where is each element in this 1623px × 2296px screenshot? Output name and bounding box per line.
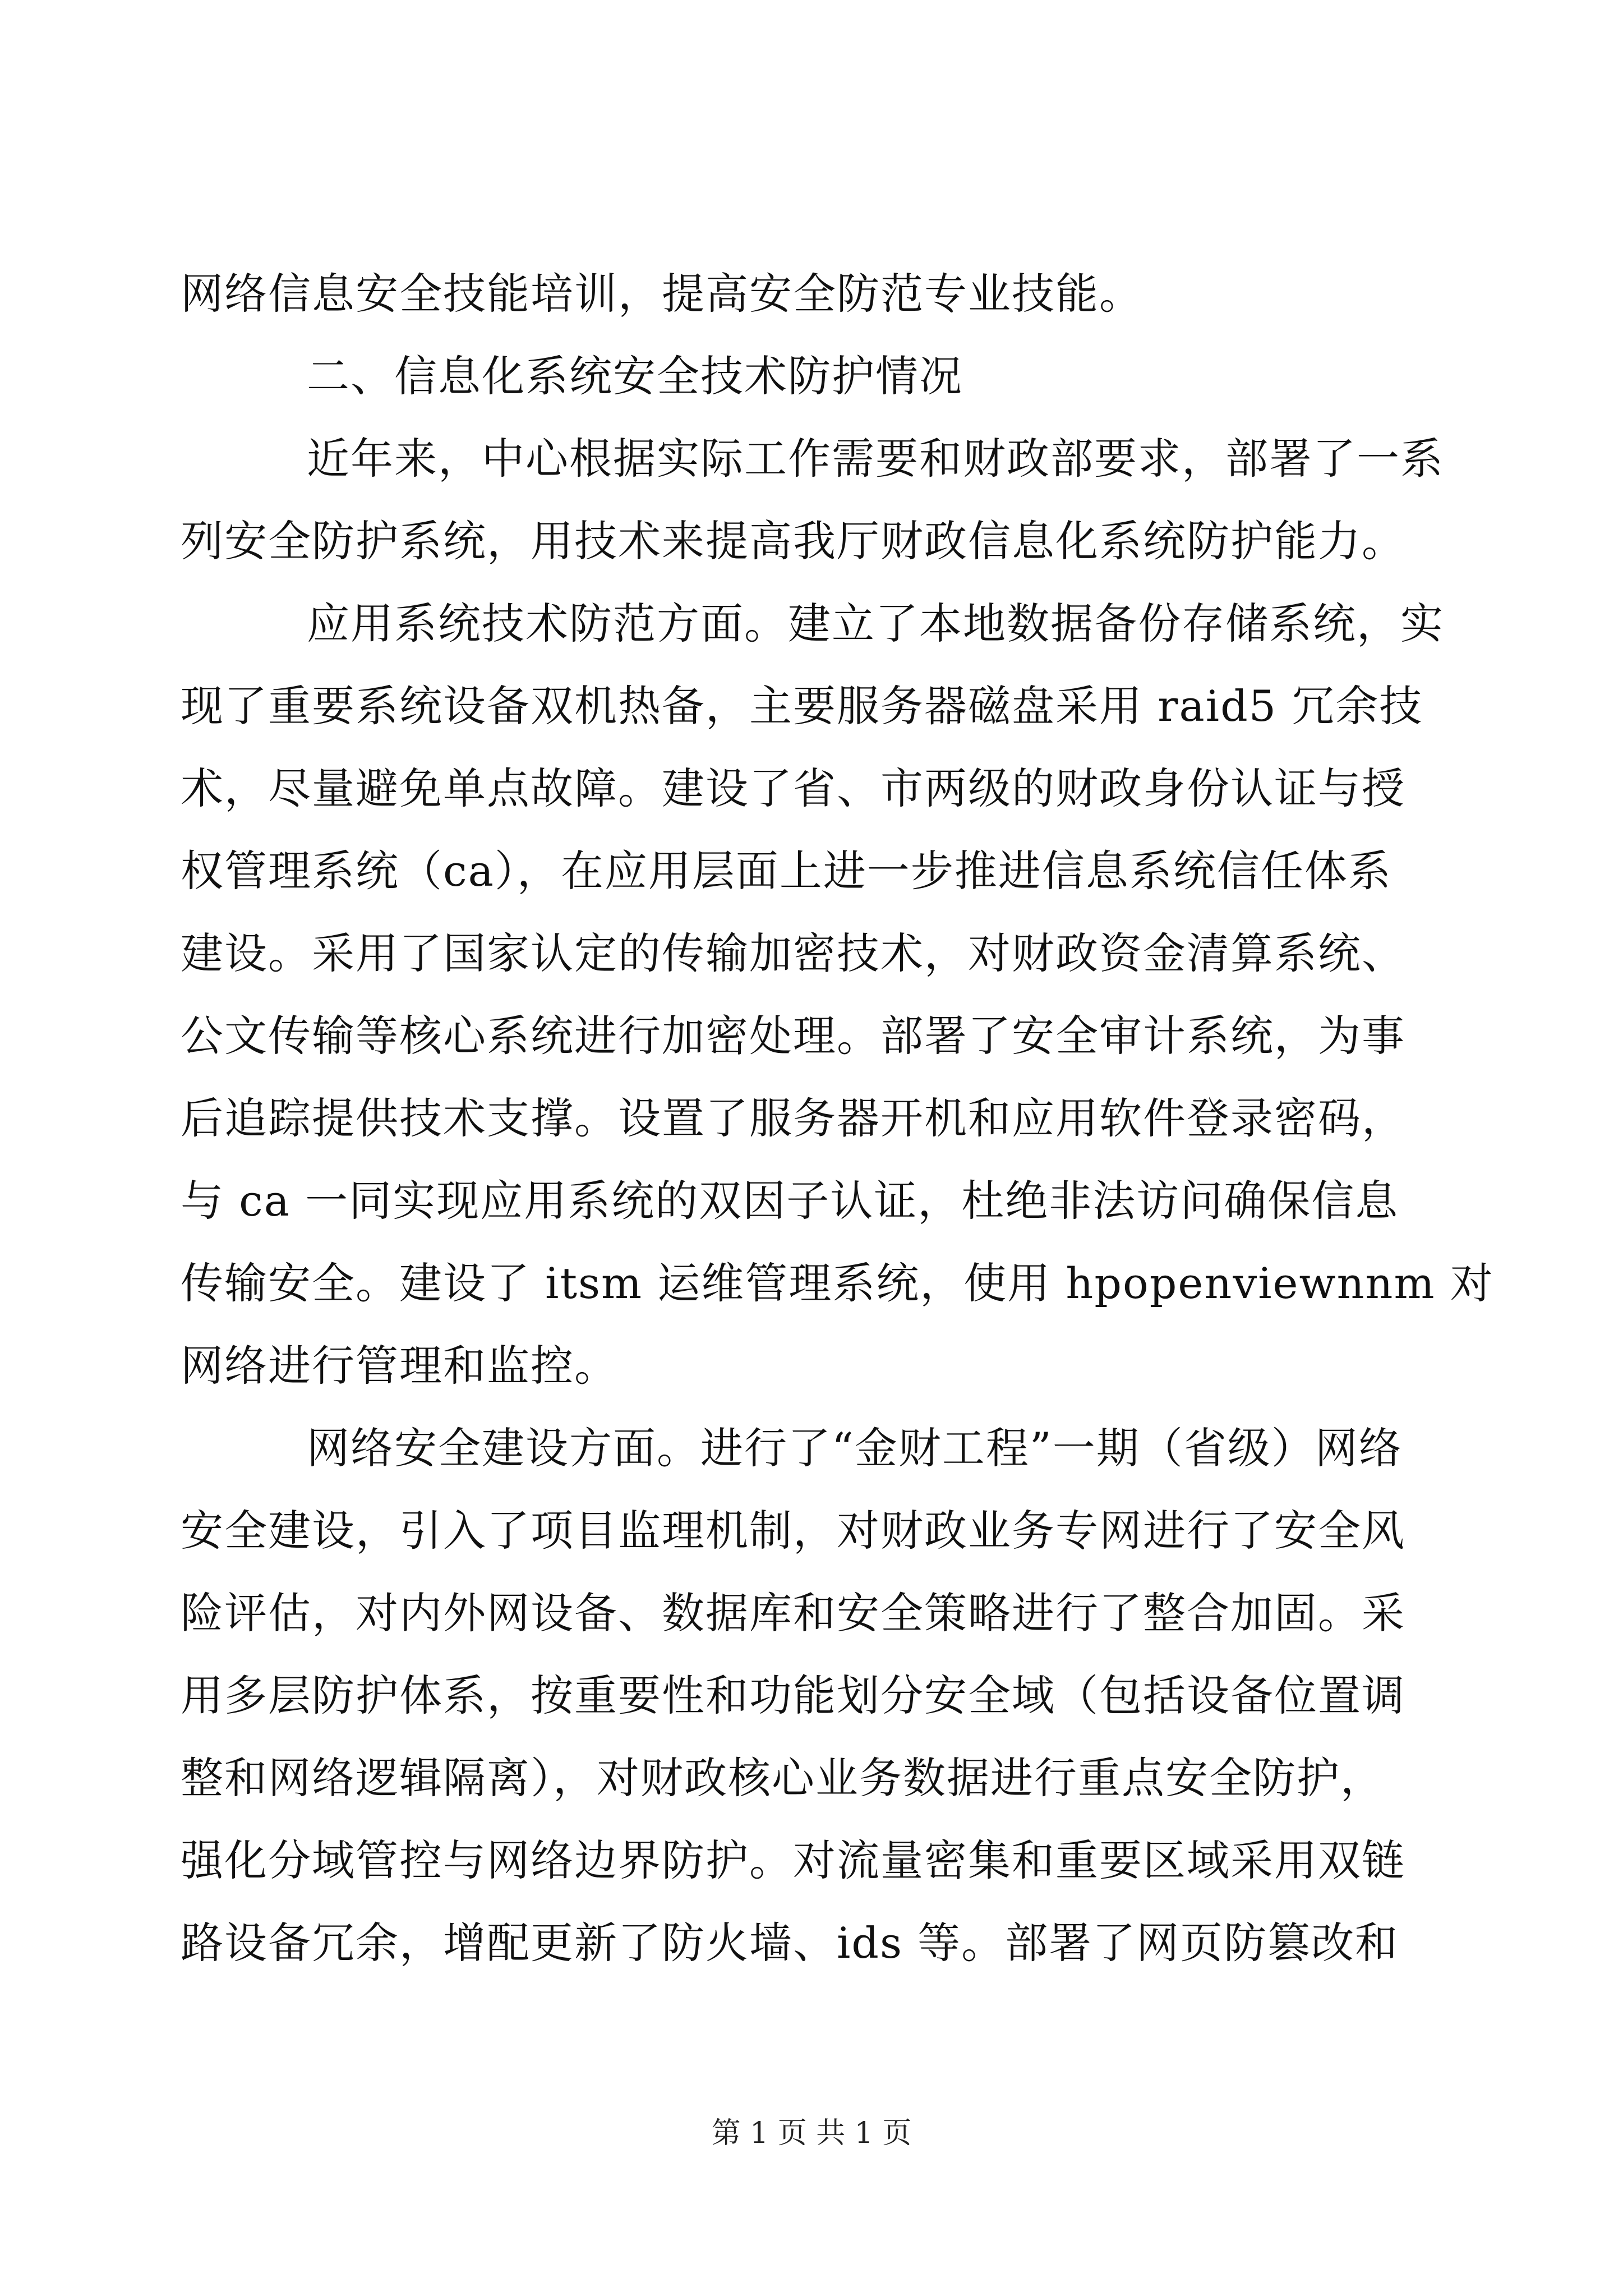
text-line-14: 网络进行管理和监控。 bbox=[181, 1341, 618, 1391]
text-line-11: 后追踪提供技术支撑。设置了服务器开机和应用软件登录密码， bbox=[181, 1093, 1405, 1143]
text-line-17: 险评估，对内外网设备、数据库和安全策略进行了整合加固。采 bbox=[181, 1588, 1405, 1638]
text-line-13: 传输安全。建设了 itsm 运维管理系统，使用 hpopenviewnnm 对 bbox=[181, 1258, 1494, 1308]
text-line-19: 整和网络逻辑隔离），对财政核心业务数据进行重点安全防护， bbox=[181, 1753, 1384, 1803]
text-line-5: 应用系统技术防范方面。建立了本地数据备份存储系统，实 bbox=[307, 599, 1444, 648]
page-footer: 第 1 页 共 1 页 bbox=[711, 2116, 912, 2150]
text-line-7: 术，尽量避免单点故障。建设了省、市两级的财政身份认证与授 bbox=[181, 763, 1405, 813]
text-line-15: 网络安全建设方面。进行了“金财工程”一期（省级）网络 bbox=[307, 1423, 1403, 1473]
text-line-10: 公文传输等核心系统进行加密处理。部署了安全审计系统，为事 bbox=[181, 1011, 1405, 1061]
section-heading: 二、信息化系统安全技术防护情况 bbox=[307, 351, 963, 401]
text-line-9: 建设。采用了国家认定的传输加密技术，对财政资金清算系统、 bbox=[181, 928, 1405, 978]
text-line-4: 列安全防护系统，用技术来提高我厅财政信息化系统防护能力。 bbox=[181, 516, 1405, 566]
text-line-3: 近年来，中心根据实际工作需要和财政部要求，部署了一系 bbox=[307, 434, 1444, 484]
text-line-12: 与 ca 一同实现应用系统的双因子认证，杜绝非法访问确保信息 bbox=[181, 1176, 1399, 1226]
text-line-18: 用多层防护体系，按重要性和功能划分安全域（包括设备位置调 bbox=[181, 1671, 1405, 1720]
text-line-6: 现了重要系统设备双机热备，主要服务器磁盘采用 raid5 冗余技 bbox=[181, 681, 1423, 731]
text-line-20: 强化分域管控与网络边界防护。对流量密集和重要区域采用双链 bbox=[181, 1835, 1405, 1885]
text-line-21: 路设备冗余，增配更新了防火墙、ids 等。部署了网页防篡改和 bbox=[181, 1918, 1399, 1968]
text-line-1: 网络信息安全技能培训，提高安全防范专业技能。 bbox=[181, 269, 1143, 319]
text-line-16: 安全建设，引入了项目监理机制，对财政业务专网进行了安全风 bbox=[181, 1506, 1405, 1556]
text-line-8: 权管理系统（ca），在应用层面上进一步推进信息系统信任体系 bbox=[181, 846, 1392, 896]
document-body bbox=[181, 252, 1494, 1984]
